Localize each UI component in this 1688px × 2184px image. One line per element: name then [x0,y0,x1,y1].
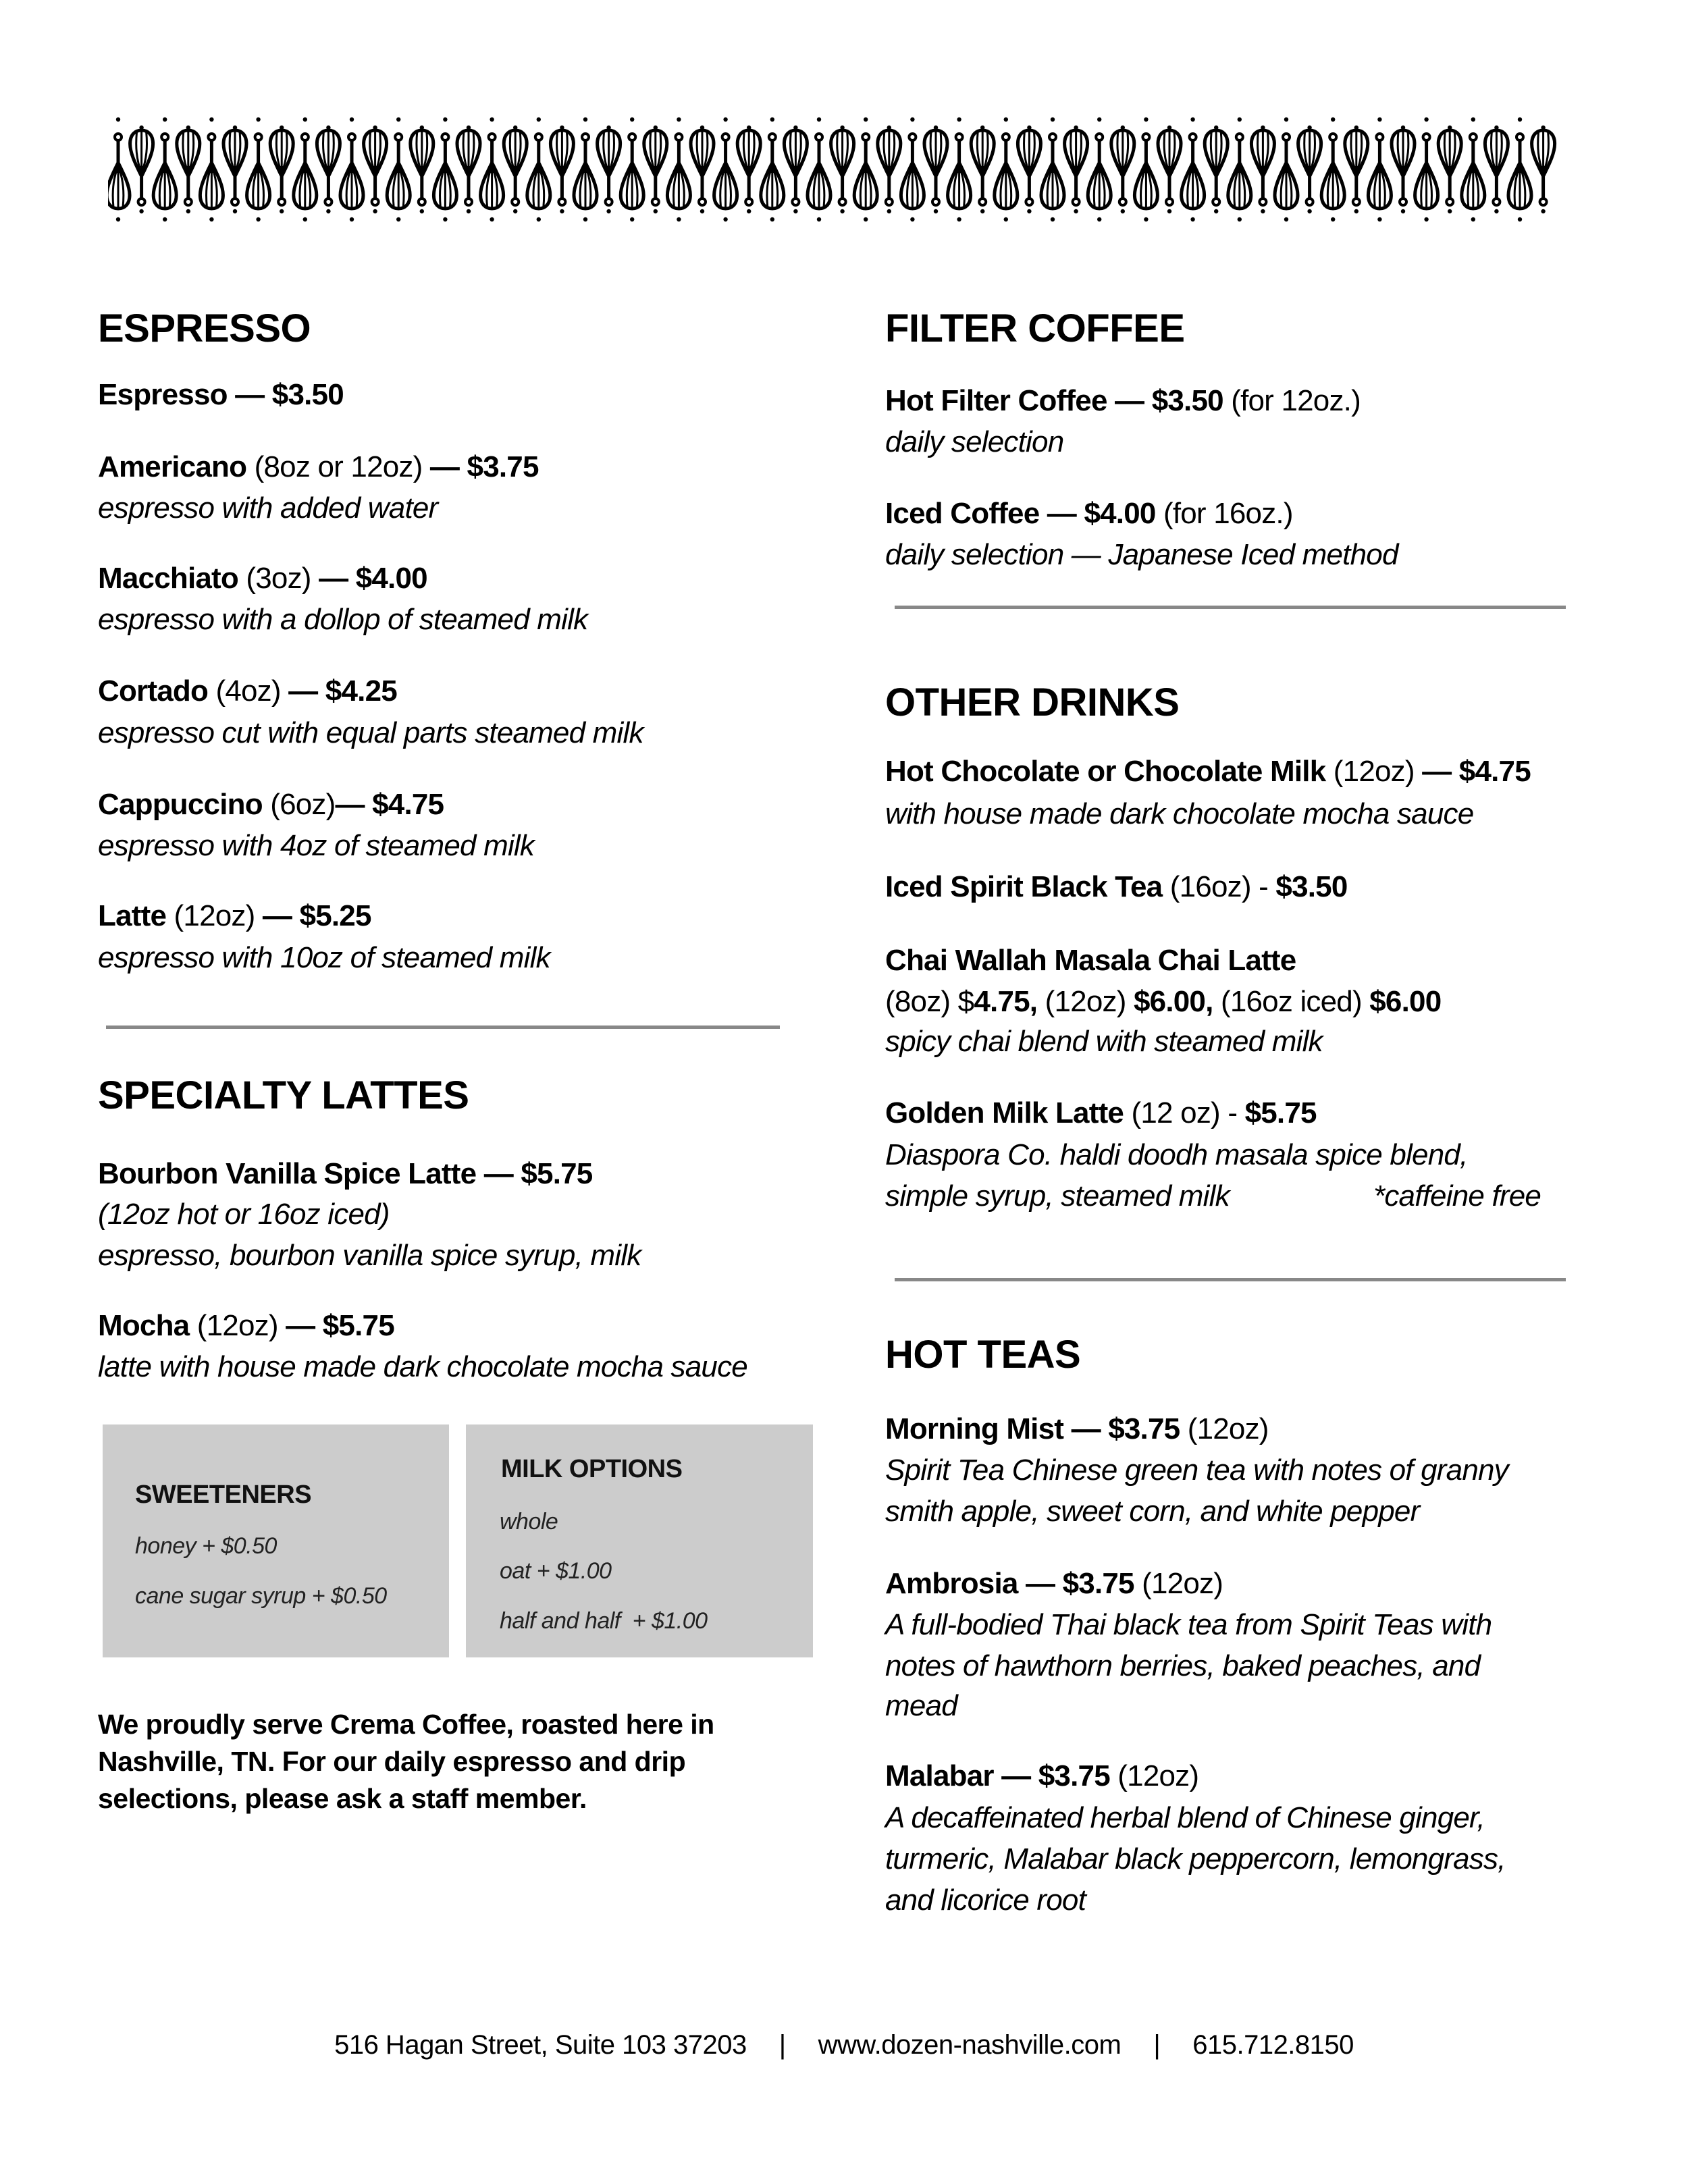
footer-separator: | [779,2030,786,2060]
item-size: (6oz) [262,788,336,821]
menu-item-macchiato: Macchiato (3oz) — $4.00 [98,562,427,595]
item-price: $3.50 [271,378,344,411]
item-price: $5.75 [1244,1096,1317,1129]
item-price: $4.75 [372,788,444,821]
item-name: Cortado [98,674,209,708]
milk-options-title: MILK OPTIONS [501,1455,683,1483]
item-name: Malabar [885,1759,994,1792]
sweetener-option: cane sugar syrup + $0.50 [135,1583,387,1609]
item-price: $4.25 [325,674,397,708]
item-size-note: (12oz hot or 16oz iced) [98,1198,390,1231]
item-size: (12oz) [1109,1759,1199,1792]
item-description: Diaspora Co. haldi doodh masala spice blend, [885,1138,1468,1171]
caffeine-free-note: *caffeine free [1373,1179,1541,1213]
menu-item-bourbon-vanilla-spice-latte: Bourbon Vanilla Spice Latte — $5.75 [98,1157,593,1190]
item-name: Ambrosia [885,1567,1018,1600]
item-description: Spirit Tea Chinese green tea with notes of granny [885,1454,1508,1487]
item-description: mead [885,1689,957,1722]
menu-item-iced-spirit-black-tea: Iced Spirit Black Tea (16oz) - $3.50 [885,870,1348,903]
item-name: Mocha [98,1309,190,1342]
milk-option: whole [500,1509,558,1535]
item-price: $5.75 [521,1157,593,1190]
item-description: daily selection — Japanese Iced method [885,538,1398,571]
item-description: espresso with a dollop of steamed milk [98,603,588,636]
section-heading-filter-coffee: FILTER COFFEE [885,307,1185,350]
item-description: smith apple, sweet corn, and white pepper [885,1495,1420,1528]
item-size: (12oz) [166,899,263,932]
menu-item-latte: Latte (12oz) — $5.25 [98,899,371,932]
sweeteners-box [103,1424,449,1657]
item-description: latte with house made dark chocolate mocha sauce [98,1350,747,1383]
footer-phone[interactable]: 615.712.8150 [1192,2030,1354,2060]
item-name: Iced Spirit Black Tea [885,870,1163,903]
item-price: $3.75 [1108,1412,1180,1445]
item-name: Latte [98,899,167,932]
footer-address: 516 Hagan Street, Suite 103 37203 [334,2030,747,2060]
menu-item-chai-latte: Chai Wallah Masala Chai Latte [885,944,1296,977]
item-size: (16oz) [1162,870,1259,903]
section-heading-specialty-lattes: SPECIALTY LATTES [98,1073,469,1117]
menu-item-morning-mist: Morning Mist — $3.75 (12oz) [885,1412,1269,1445]
item-name: Golden Milk Latte [885,1096,1124,1129]
item-price: $3.75 [1062,1567,1134,1600]
milk-option: half and half + $1.00 [500,1608,708,1634]
item-name: Espresso [98,378,228,411]
item-description: espresso cut with equal parts steamed milk [98,716,643,749]
item-price: $4.75 [1458,755,1531,788]
menu-item-mocha: Mocha (12oz) — $5.75 [98,1309,394,1342]
item-size: (3oz) [238,562,319,595]
menu-item-cortado: Cortado (4oz) — $4.25 [98,674,397,708]
footer-website-link[interactable]: www.dozen-nashville.com [818,2030,1122,2060]
menu-item-hot-chocolate: Hot Chocolate or Chocolate Milk (12oz) — $4.75 [885,755,1531,788]
section-heading-other-drinks: OTHER DRINKS [885,681,1180,724]
sweeteners-title: SWEETENERS [135,1481,312,1509]
milk-options-box [466,1424,813,1657]
section-divider [106,1026,780,1029]
menu-item-malabar: Malabar — $3.75 (12oz) [885,1759,1199,1792]
item-description: and licorice root [885,1884,1086,1917]
footer-separator: | [1153,2030,1161,2060]
milk-option: oat + $1.00 [500,1558,612,1584]
item-name: Cappuccino [98,788,263,821]
menu-item-espresso: Espresso — $3.50 [98,378,344,411]
item-name: Morning Mist [885,1412,1064,1445]
section-divider [895,1278,1566,1281]
item-name: Hot Chocolate or Chocolate Milk [885,755,1326,788]
item-price: $4.00 [1084,497,1156,530]
section-divider [895,606,1566,609]
item-description: turmeric, Malabar black peppercorn, lemongrass, [885,1842,1506,1875]
item-size: (12oz) [1325,755,1423,788]
item-size: (for 16oz.) [1155,497,1293,530]
item-description: A decaffeinated herbal blend of Chinese ginger, [885,1801,1485,1834]
item-name: Americano [98,450,247,483]
item-size: (4oz) [208,674,289,708]
item-price: $4.00 [355,562,427,595]
item-description: espresso with 4oz of steamed milk [98,829,535,862]
sweetener-option: honey + $0.50 [135,1533,277,1559]
chai-price-line: (8oz) $4.75, (12oz) $6.00, (16oz iced) $6.00 [885,985,1442,1018]
menu-item-ambrosia: Ambrosia — $3.75 (12oz) [885,1567,1223,1600]
item-description: notes of hawthorn berries, baked peaches, and [885,1649,1481,1682]
item-name: Hot Filter Coffee [885,384,1107,417]
section-heading-hot-teas: HOT TEAS [885,1333,1081,1377]
roaster-note: We proudly serve Crema Coffee, roasted here in Nashville, TN. For our daily espresso and drip selections, please ask a staff member. [98,1709,714,1814]
item-size: (12 oz) [1124,1096,1228,1129]
menu-item-hot-filter-coffee: Hot Filter Coffee — $3.50 (for 12oz.) [885,384,1361,417]
item-description: espresso, bourbon vanilla spice syrup, milk [98,1239,641,1272]
menu-item-iced-coffee: Iced Coffee — $4.00 (for 16oz.) [885,497,1293,530]
item-size: (12oz) [1180,1412,1269,1445]
item-description: simple syrup, steamed milk [885,1179,1230,1213]
item-size: (12oz) [1134,1567,1223,1600]
item-description: espresso with added water [98,491,438,525]
item-price: $3.75 [1038,1759,1110,1792]
menu-item-americano: Americano (8oz or 12oz) — $3.75 [98,450,539,483]
whisk-pattern-band [108,111,1580,226]
item-price: $5.75 [322,1309,394,1342]
menu-item-cappuccino: Cappuccino (6oz)— $4.75 [98,788,444,821]
item-price: $3.50 [1275,870,1348,903]
item-size: (12oz) [189,1309,286,1342]
item-description: A full-bodied Thai black tea from Spirit Teas with [885,1608,1492,1641]
item-description: with house made dark chocolate mocha sauce [885,797,1474,830]
footer-contact [0,2029,1688,2060]
section-heading-espresso: ESPRESSO [98,307,311,350]
item-size: (for 12oz.) [1223,384,1361,417]
item-price: $5.25 [299,899,371,932]
item-description: spicy chai blend with steamed milk [885,1025,1323,1058]
item-name: Bourbon Vanilla Spice Latte [98,1157,477,1190]
item-price: $3.75 [467,450,539,483]
menu-item-golden-milk-latte: Golden Milk Latte (12 oz) - $5.75 [885,1096,1317,1129]
item-price: $3.50 [1151,384,1223,417]
item-name: Iced Coffee [885,497,1040,530]
item-description: espresso with 10oz of steamed milk [98,941,550,974]
item-description: daily selection [885,425,1064,458]
item-name: Macchiato [98,562,238,595]
item-size: (8oz or 12oz) [246,450,430,483]
